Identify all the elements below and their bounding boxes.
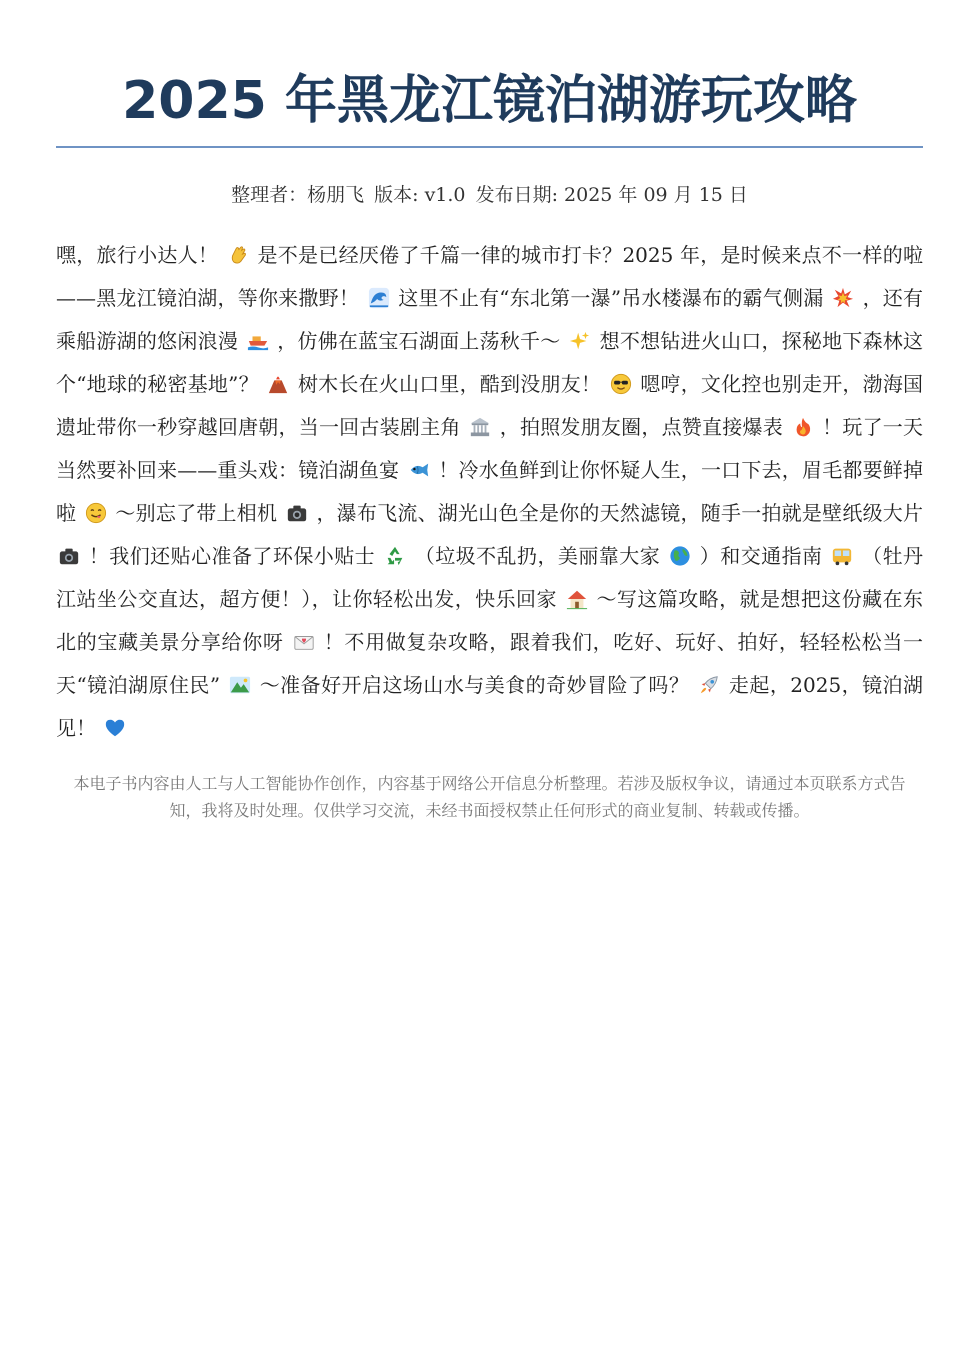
blue-heart-icon — [104, 717, 126, 739]
intro-text: ！冷水鱼鲜到让你怀疑人生，一口下去，眉毛都要鲜掉啦 — [56, 458, 924, 525]
collision-icon — [832, 287, 854, 309]
boat-icon — [247, 330, 269, 352]
page-title: 2025 年黑龙江镜泊湖游玩攻略 — [122, 71, 857, 131]
intro-text: ，还有乘船游湖的悠闲浪漫 — [56, 286, 924, 353]
intro-paragraph — [56, 234, 923, 750]
intro-text: ！玩了一天当然要补回来——重头戏：镜泊湖鱼宴 — [56, 415, 924, 482]
wave-icon — [368, 287, 390, 309]
fire-icon — [792, 416, 814, 438]
clapping-hands-icon — [227, 244, 249, 266]
love-letter-icon — [293, 631, 315, 653]
intro-text: ～准备好开启这场山水与美食的奇妙冒险了吗？ — [259, 673, 690, 697]
intro-text: ，拍照发朋友圈，点赞直接爆表 — [499, 415, 783, 439]
intro-text: （垃圾不乱扔，美丽靠大家 — [414, 544, 661, 568]
intro-text: 嘿，旅行小达人！ — [56, 243, 219, 267]
intro-text: 这里不止有“东北第一瀑”吊水楼瀑布的霸气侧漏 — [398, 286, 824, 310]
title-divider — [56, 146, 923, 148]
version: 版本: v1.0 — [374, 184, 466, 206]
intro-text: 走起，2025，镜泊湖见！ — [56, 673, 923, 740]
intro-text: 想不想钻进火山口，探秘地下森林这个“地球的秘密基地”？ — [56, 329, 924, 396]
mountain-photo-icon — [229, 674, 251, 696]
intro-text: ！不用做复杂攻略，跟着我们，吃好、玩好、拍好，轻轻松松当一天“镜泊湖原住民” — [56, 630, 924, 697]
intro-text: 树木长在火山口里，酷到没朋友！ — [297, 372, 602, 396]
intro-text: ！我们还贴心准备了环保小贴士 — [88, 544, 376, 568]
sparkles-icon — [569, 330, 591, 352]
house-icon — [566, 588, 588, 610]
camera-icon — [58, 545, 80, 567]
intro-text: 嗯哼，文化控也别走开，渤海国遗址带你一秒穿越回唐朝，当一回古装剧主角 — [56, 372, 924, 439]
classical-building-icon — [469, 416, 491, 438]
yum-face-icon — [85, 502, 107, 524]
globe-icon — [669, 545, 691, 567]
intro-text: ～写这篇攻略，就是想把这份藏在东北的宝藏美景分享给你呀 — [56, 587, 924, 654]
intro-text: ）和交通指南 — [699, 544, 823, 568]
publish-date: 发布日期: 2025 年 09 月 15 日 — [475, 184, 748, 206]
intro-text: ，仿佛在蓝宝石湖面上荡秋千～ — [277, 329, 561, 353]
sunglasses-face-icon — [610, 373, 632, 395]
intro-text: ～别忘了带上相机 — [115, 501, 278, 525]
camera-icon — [286, 502, 308, 524]
intro-text: 是不是已经厌倦了千篇一律的城市打卡？2025 年，是时候来点不一样的啦——黑龙江镜泊湖，等你来撒野！ — [56, 243, 924, 310]
recycle-icon — [384, 545, 406, 567]
bus-icon — [831, 545, 853, 567]
rocket-icon — [698, 674, 720, 696]
intro-text: ，瀑布飞流、湖光山色全是你的天然滤镜，随手一拍就是壁纸级大片 — [316, 501, 924, 525]
organizer: 整理者：杨朋飞 — [231, 184, 365, 206]
meta-line — [56, 182, 923, 208]
volcano-icon — [267, 373, 289, 395]
fish-icon — [408, 459, 430, 481]
copyright-notice: 本电子书内容由人工与人工智能协作创作，内容基于网络公开信息分析整理。若涉及版权争议，请通过本页联系方式告知，我将及时处理。仅供学习交流，未经书面授权禁止任何形式的商业复制、转载或传播。 — [73, 774, 906, 820]
intro-text: （牡丹江站坐公交直达，超方便！），让你轻松出发，快乐回家 — [56, 544, 924, 611]
